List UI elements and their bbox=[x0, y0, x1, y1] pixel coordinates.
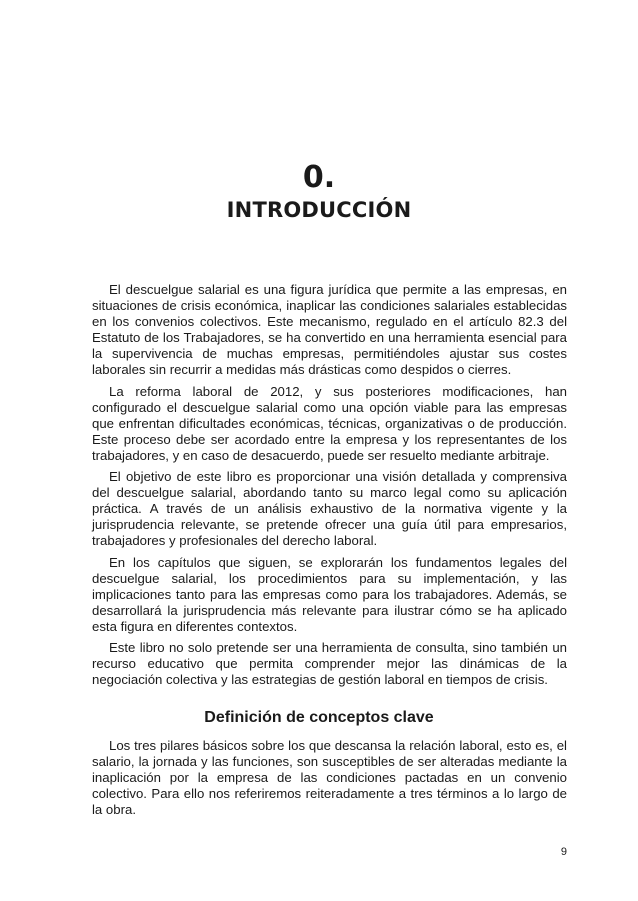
page-number: 9 bbox=[560, 846, 567, 858]
chapter-title: INTRODUCCIÓN bbox=[226, 198, 412, 222]
section-paragraph-1: Los tres pilares básicos sobre los que descansa la relación laboral, esto es, el salario, la jornada y las funciones, son susceptibles de ser alteradas mediante la inaplicación por la empresa de las condiciones pactadas en un convenio colectivo. Para ello nos referiremos reiteradamente a tres términos a lo largo de la obra. bbox=[92, 738, 567, 818]
chapter-number: 0. bbox=[302, 160, 336, 195]
section-body bbox=[92, 738, 567, 818]
paragraph-2: La reforma laboral de 2012, y sus posteriores modificaciones, han configurado el descuelgue salarial como una opción viable para las empresas que enfrentan dificultades económicas, técnicas, organizativas o de producción. Este proceso debe ser acordado entre la empresa y los representantes de los trabajadores, y en caso de desacuerdo, puede ser resuelto mediante arbitraje. bbox=[92, 383, 567, 463]
introduction-body bbox=[92, 282, 567, 693]
paragraph-5: Este libro no solo pretende ser una herramienta de consulta, sino también un recurso educativo que permita comprender mejor las dinámicas de la negociación colectiva y las estrategias de gestión laboral en tiempos de crisis. bbox=[92, 639, 567, 688]
paragraph-1: El descuelgue salarial es una figura jurídica que permite a las empresas, en situaciones de crisis económica, inaplicar las condiciones salariales establecidas en los convenios colectivos. Este mecanismo, regulado en el artículo 82.3 del Estatuto de los Trabajadores, se ha convertido en una herramienta esencial para la supervivencia de muchas empresas, permitiéndoles ajustar sus costes laborales sin recurrir a medidas más drásticas como despidos o cierres. bbox=[92, 282, 567, 378]
paragraph-3: El objetivo de este libro es proporcionar una visión detallada y comprensiva del descuelgue salarial, abordando tanto su marco legal como su aplicación práctica. A través de un análisis exhaustivo de la normativa vigente y la jurisprudencia relevante, se pretende ofrecer una guía útil para empresarios, trabajadores y profesionales del derecho laboral. bbox=[92, 469, 567, 549]
section-heading: Definición de conceptos clave bbox=[204, 709, 434, 726]
paragraph-4: En los capítulos que siguen, se explorarán los fundamentos legales del descuelgue salarial, los procedimientos para su implementación, y las implicaciones tanto para las empresas como para los trabajadores. Además, se desarrollará la jurisprudencia más relevante para ilustrar cómo se ha aplicado esta figura en diferentes contextos. bbox=[92, 554, 567, 634]
